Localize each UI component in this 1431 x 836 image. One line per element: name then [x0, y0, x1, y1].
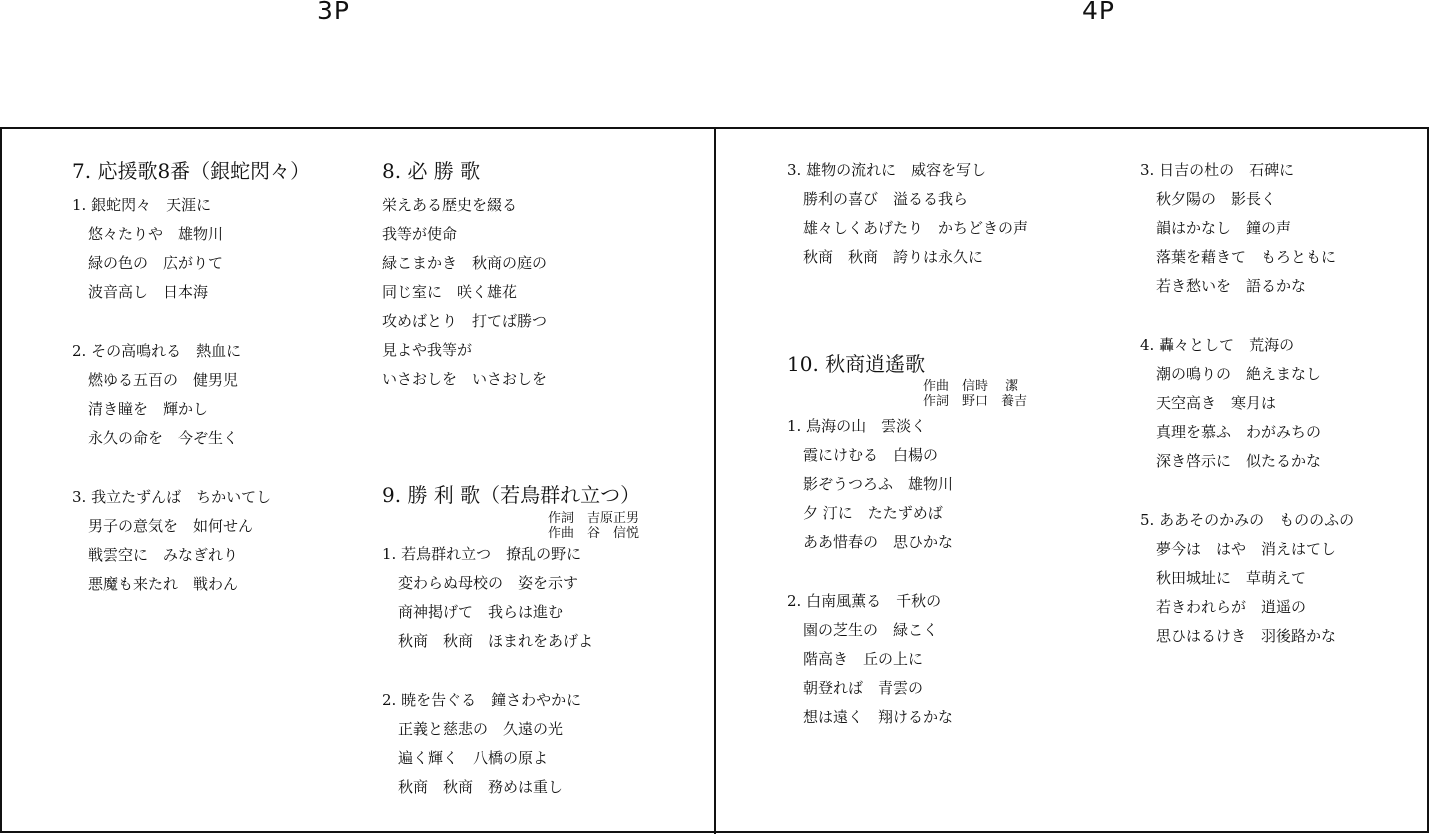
lyric-line: 秋夕陽の 影長く	[1156, 190, 1277, 208]
song-title: 9. 勝 利 歌（若鳥群れ立つ）	[382, 483, 641, 507]
lyric-line: 攻めばとり 打てば勝つ	[382, 312, 548, 330]
lyric-line: 同じ室に 咲く雄花	[382, 283, 518, 301]
lyric-line: 2. その高鳴れる 熱血に	[72, 342, 242, 360]
verse-3	[787, 149, 1028, 265]
lyric-line: 変わらぬ母校の 姿を示す	[398, 574, 579, 592]
song-title: 10. 秋商逍遙歌	[787, 352, 926, 376]
lyric-line: 3. 我立たずんば ちかいてし	[72, 488, 272, 506]
lyric-line: 潮の鳴りの 絶えまなし	[1156, 365, 1322, 383]
lyric-line: 夢今は はや 消えはてし	[1156, 540, 1337, 558]
lyric-line: 深き啓示に 似たるかな	[1156, 452, 1322, 470]
lyric-line: 波音高し 日本海	[88, 283, 209, 301]
lyric-line: 清き瞳を 輝かし	[88, 400, 209, 418]
lyric-line: 見よや我等が	[382, 341, 473, 359]
lyric-line: いさおしを いさおしを	[382, 370, 548, 388]
lyricist-credit: 作詞 野口 養吉	[923, 394, 1028, 409]
page-divider	[714, 127, 716, 834]
lyric-line: 韻はかなし 鐘の声	[1156, 219, 1292, 237]
song-title: 8. 必 勝 歌	[382, 159, 481, 183]
song-8	[382, 159, 547, 387]
verse-1	[72, 184, 310, 300]
lyric-line: 5. ああそのかみの もののふの	[1140, 511, 1355, 529]
verse-3	[72, 476, 310, 592]
lyric-line: 夕 汀に たたずめば	[803, 504, 943, 522]
lyric-line: 4. 轟々として 荒海の	[1140, 336, 1295, 354]
verse-1	[382, 184, 547, 387]
lyric-line: 秋商 秋商 ほまれをあげよ	[398, 632, 594, 650]
lyric-line: 我等が使命	[382, 225, 458, 243]
lyric-line: 商神掲げて 我らは進む	[398, 603, 564, 621]
lyric-line: 朝登れば 青雲の	[803, 679, 924, 697]
lyric-line: 悪魔も来たれ 戦わん	[88, 575, 239, 593]
verse-1	[787, 405, 1027, 550]
verse-3	[1140, 149, 1354, 294]
lyric-line: 3. 雄物の流れに 威容を写し	[787, 161, 987, 179]
verse-2	[72, 330, 310, 446]
composer-credit: 作曲 信時 潔	[923, 379, 1019, 394]
verse-1	[382, 533, 640, 649]
song-9	[382, 483, 640, 795]
lyric-line: 真理を慕ふ わがみちの	[1156, 423, 1322, 441]
composer-credit: 作曲 谷 信悦	[548, 526, 640, 541]
lyric-line: 緑の色の 広がりて	[88, 254, 224, 272]
lyric-line: 2. 暁を告ぐる 鐘さわやかに	[382, 691, 582, 709]
lyric-line: 戦雲空に みなぎれり	[88, 546, 239, 564]
lyric-line: 2. 白南風薫る 千秋の	[787, 592, 942, 610]
lyric-line: 階高き 丘の上に	[803, 650, 924, 668]
verse-2	[787, 580, 1027, 725]
lyric-line: 正義と慈悲の 久遠の光	[398, 720, 564, 738]
lyric-line: 若きわれらが 逍遥の	[1156, 598, 1307, 616]
lyric-line: 燃ゆる五百の 健男児	[88, 371, 239, 389]
lyric-line: 秋商 秋商 務めは重し	[398, 778, 564, 796]
lyric-line: 栄えある歴史を綴る	[382, 196, 518, 214]
page-number-left: 3P	[317, 0, 350, 25]
lyric-line: ああ惜春の 思ひかな	[803, 533, 954, 551]
song-title: 7. 応援歌8番（銀蛇閃々）	[72, 159, 311, 183]
verse-4	[1140, 324, 1354, 469]
lyric-line: 影ぞうつろふ 雄物川	[803, 475, 954, 493]
lyric-line: 園の芝生の 緑こく	[803, 621, 939, 639]
song-9-continued	[787, 149, 1028, 265]
lyric-line: 悠々たりや 雄物川	[88, 225, 224, 243]
lyric-line: 想は遠く 翔けるかな	[803, 708, 954, 726]
lyric-line: 1. 銀蛇閃々 天涯に	[72, 196, 212, 214]
lyric-line: 勝利の喜び 溢るる我ら	[803, 190, 969, 208]
lyric-line: 緑こまかき 秋商の庭の	[382, 254, 548, 272]
song-10	[787, 352, 1027, 725]
lyric-line: 思ひはるけき 羽後路かな	[1156, 627, 1337, 645]
page-number-right: 4P	[1082, 0, 1115, 25]
lyric-line: 落葉を藉きて もろともに	[1156, 248, 1337, 266]
lyric-line: 霞にけむる 白楊の	[803, 446, 939, 464]
song-10-continued	[1140, 149, 1354, 644]
lyric-line: 1. 若鳥群れ立つ 撩乱の野に	[382, 545, 582, 563]
lyricist-credit: 作詞 吉原正男	[548, 511, 640, 526]
lyric-line: 雄々しくあげたり かちどきの声	[803, 219, 1029, 237]
lyric-line: 男子の意気を 如何せん	[88, 517, 254, 535]
lyric-line: 若き愁いを 語るかな	[1156, 277, 1307, 295]
verse-5	[1140, 499, 1354, 644]
lyric-line: 遍く輝く 八橋の原よ	[398, 749, 549, 767]
lyric-line: 1. 鳥海の山 雲淡く	[787, 417, 927, 435]
lyric-line: 3. 日吉の杜の 石碑に	[1140, 161, 1295, 179]
lyric-line: 秋商 秋商 誇りは永久に	[803, 248, 984, 266]
song-7	[72, 159, 310, 592]
lyric-line: 永久の命を 今ぞ生く	[88, 429, 239, 447]
lyric-line: 秋田城址に 草萌えて	[1156, 569, 1307, 587]
lyric-line: 天空高き 寒月は	[1156, 394, 1277, 412]
verse-2	[382, 679, 640, 795]
